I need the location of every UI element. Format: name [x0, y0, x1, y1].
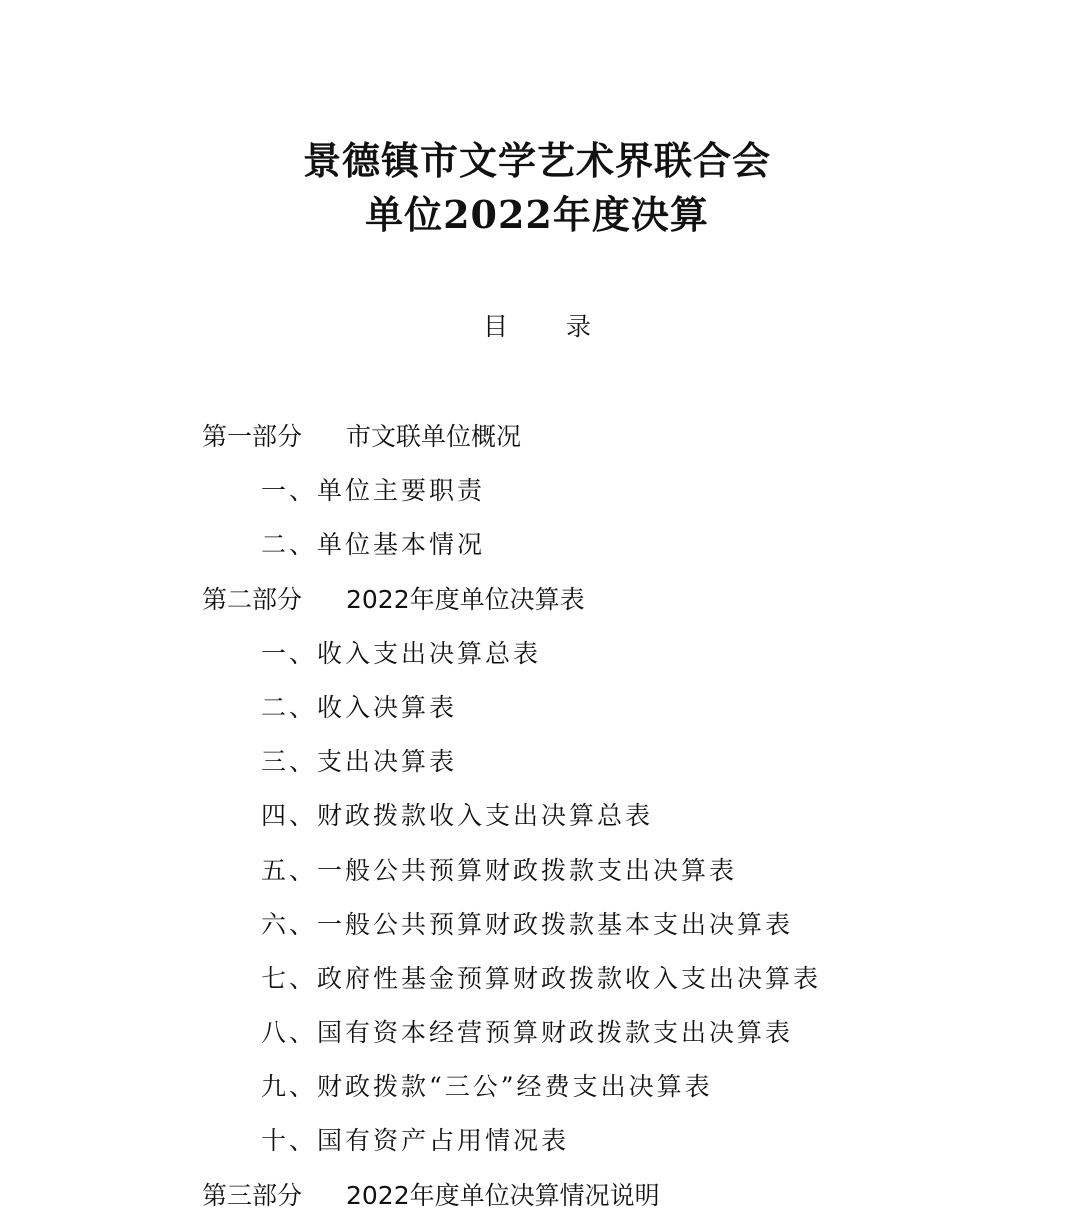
toc-item: 八、国有资本经营预算财政拨款支出决算表	[261, 1018, 794, 1048]
toc-part-1	[0, 419, 1074, 473]
toc-part-title: 市文联单位概况	[346, 422, 522, 451]
toc-part-2	[0, 582, 1074, 636]
toc-part-title: 2022年度单位决算表	[346, 584, 585, 614]
toc-heading-char-2: 录	[566, 312, 592, 341]
toc-heading-char-1: 目	[482, 312, 508, 341]
toc-item: 三、支出决算表	[261, 747, 458, 777]
toc-part-number: 第三部分	[202, 1180, 303, 1210]
toc-item: 九、财政拨款“三公”经费支出决算表	[261, 1072, 713, 1102]
toc-item: 七、政府性基金预算财政拨款收入支出决算表	[261, 963, 822, 993]
toc-part-number: 第一部分	[202, 422, 303, 451]
toc-item: 四、财政拨款收入支出决算总表	[261, 801, 654, 831]
toc-item: 五、一般公共预算财政拨款支出决算表	[261, 855, 738, 885]
document-title-line-1: 景德镇市文学艺术界联合会	[302, 138, 771, 183]
toc-heading	[0, 314, 1074, 339]
toc-item: 二、单位基本情况	[261, 530, 486, 560]
document-title-line-2: 单位2022年度决算	[365, 192, 709, 237]
toc-item: 一、收入支出决算总表	[261, 638, 542, 668]
toc-part-number: 第二部分	[202, 584, 303, 614]
toc-part-title: 2022年度单位决算情况说明	[346, 1180, 660, 1210]
table-of-contents	[0, 419, 1074, 1232]
toc-item: 二、收入决算表	[261, 692, 458, 722]
toc-part-3	[0, 1178, 1074, 1232]
toc-item: 六、一般公共预算财政拨款基本支出决算表	[261, 909, 794, 939]
toc-item: 一、单位主要职责	[261, 476, 486, 506]
toc-item: 十、国有资产占用情况表	[261, 1126, 570, 1156]
